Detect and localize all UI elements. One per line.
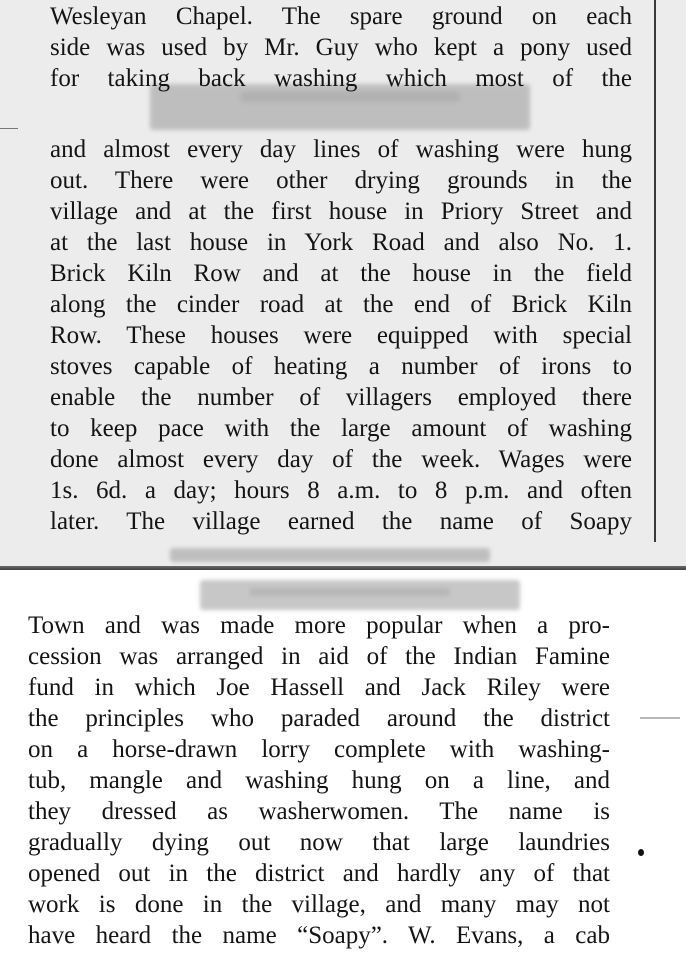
text-line: Row. These houses were equipped with special <box>50 322 632 349</box>
text-line: cession was arranged in aid of the Indian Famine <box>28 643 610 670</box>
text-line: gradually dying out now that large laundries <box>28 829 610 856</box>
text-line: side was used by Mr. Guy who kept a pony used <box>50 34 632 61</box>
text-line: village and at the first house in Priory Street and <box>50 198 632 225</box>
bleed-through-smudge <box>250 588 450 596</box>
text-line: Brick Kiln Row and at the house in the field <box>50 260 632 287</box>
ink-speck <box>638 849 644 856</box>
text-line: and almost every day lines of washing were hung <box>50 136 632 163</box>
text-line: Town and was made more popular when a pro- <box>28 612 610 639</box>
text-line: fund in which Joe Hassell and Jack Riley were <box>28 674 610 701</box>
text-line: they dressed as washerwomen. The name is <box>28 798 610 825</box>
text-line: on a horse-drawn lorry complete with washing- <box>28 736 610 763</box>
bleed-through-smudge <box>170 548 490 562</box>
text-line: work is done in the village, and many may not <box>28 891 610 918</box>
text-line: to keep pace with the large amount of washing <box>50 415 632 442</box>
text-line: stoves capable of heating a number of irons to <box>50 353 632 380</box>
text-line: 1s. 6d. a day; hours 8 a.m. to 8 p.m. and often <box>50 477 632 504</box>
text-line: Wesleyan Chapel. The spare ground on each <box>50 3 632 30</box>
text-line: enable the number of villagers employed there <box>50 384 632 411</box>
text-line: done almost every day of the week. Wages were <box>50 446 632 473</box>
text-line: have heard the name “Soapy”. W. Evans, a cab <box>28 922 610 949</box>
text-line: for taking back washing which most of the <box>50 65 632 92</box>
text-line: along the cinder road at the end of Brick Kiln <box>50 291 632 318</box>
page-edge-mark <box>0 128 18 129</box>
text-line: at the last house in York Road and also No. 1. <box>50 229 632 256</box>
page-edge <box>654 0 656 542</box>
text-line: tub, mangle and washing hung on a line, and <box>28 767 610 794</box>
text-line: the principles who paraded around the district <box>28 705 610 732</box>
lower-page-fragment <box>0 570 686 958</box>
text-line: out. There were other drying grounds in the <box>50 167 632 194</box>
page-edge-mark <box>640 717 680 719</box>
text-line: later. The village earned the name of Soapy <box>50 508 632 535</box>
text-line: opened out in the district and hardly any of that <box>28 860 610 887</box>
